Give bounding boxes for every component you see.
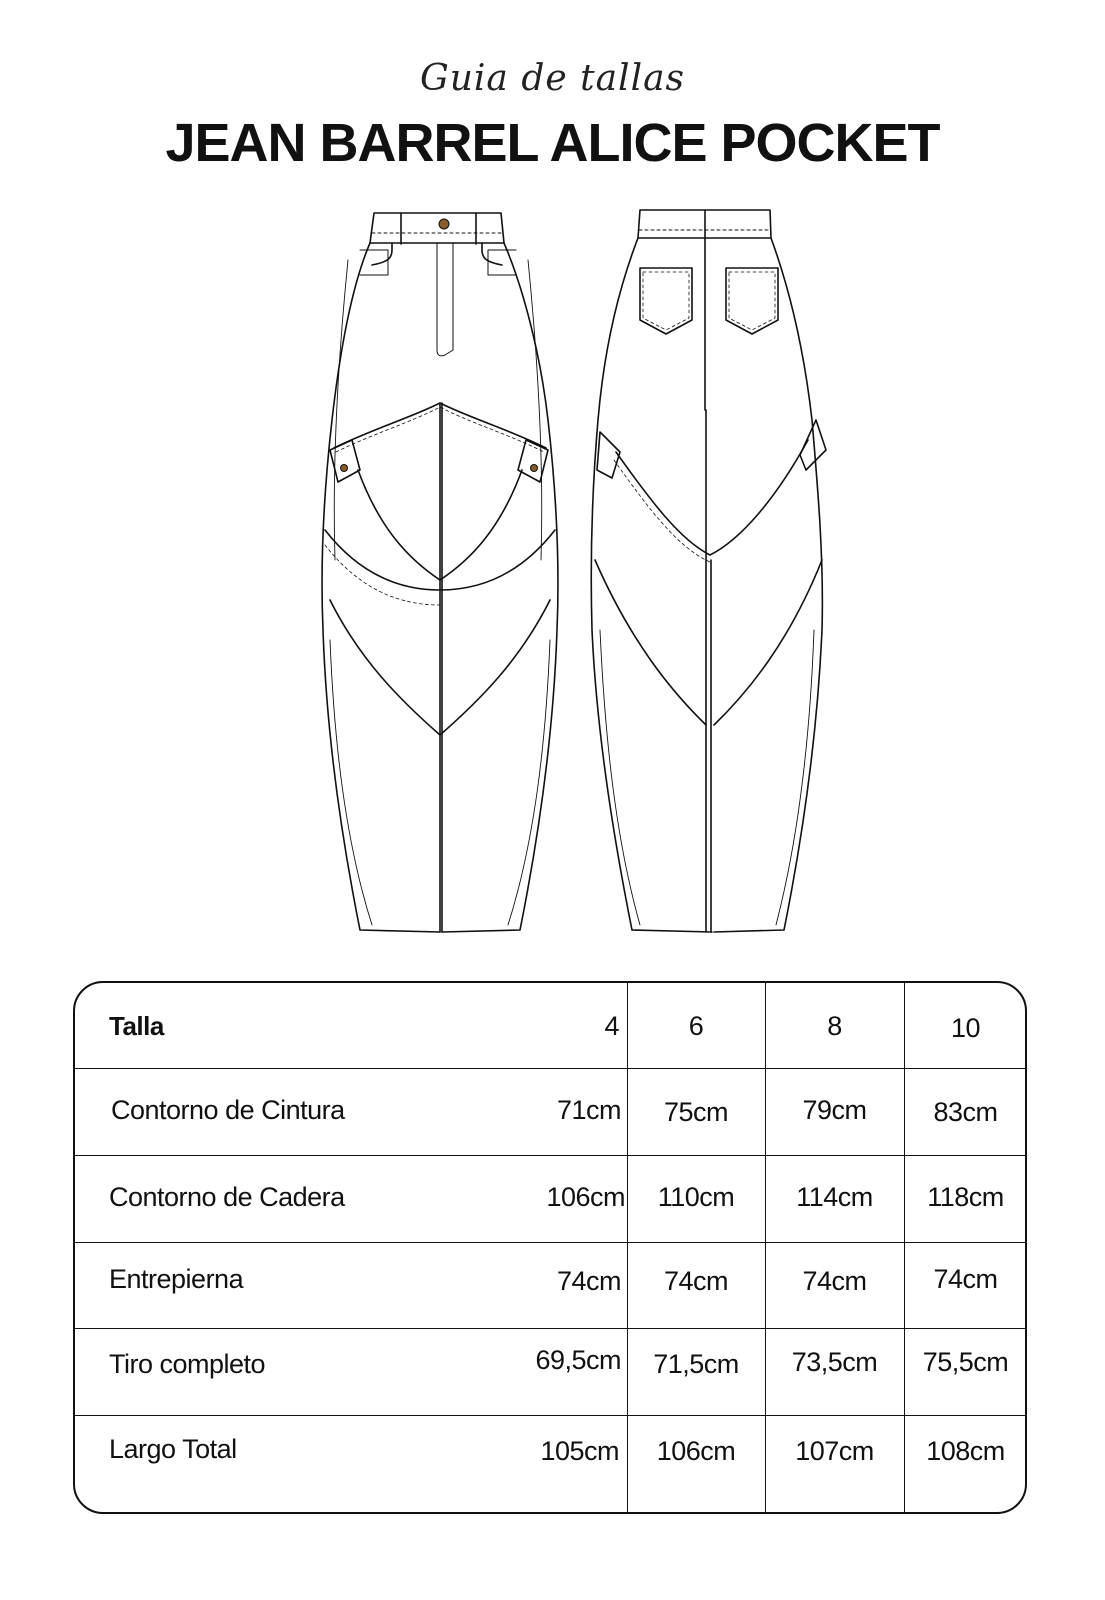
size-header-4: 4 — [604, 1011, 619, 1041]
cell-value: 75,5cm — [922, 1347, 1009, 1377]
cell-value: 71cm — [556, 1095, 621, 1125]
cell-value: 83cm — [933, 1097, 998, 1127]
cell-value: 69,5cm — [535, 1345, 621, 1375]
cell-value: 107cm — [795, 1436, 874, 1466]
cell-value: 74cm — [663, 1266, 729, 1296]
size-table — [73, 981, 1027, 1514]
right-rivet-icon — [531, 465, 538, 472]
row-divider — [75, 1242, 1025, 1243]
guide-subtitle: Guia de tallas — [419, 58, 686, 99]
cell-value: 75cm — [663, 1097, 729, 1127]
size-header-label: Talla — [109, 1011, 164, 1041]
cell-value: 110cm — [657, 1182, 735, 1212]
row-divider — [75, 1328, 1025, 1329]
row-divider — [75, 1415, 1025, 1416]
col-divider — [765, 983, 766, 1512]
cell-value: 74cm — [933, 1264, 998, 1294]
cell-value: 118cm — [927, 1182, 1004, 1212]
cell-value: 73,5cm — [791, 1347, 878, 1377]
cell-value: 74cm — [556, 1266, 621, 1296]
front-button-icon — [439, 219, 449, 229]
row-divider — [75, 1068, 1025, 1069]
cell-value: 114cm — [796, 1182, 873, 1212]
jeans-technical-drawing — [0, 195, 1105, 955]
row-label-largo: Largo Total — [109, 1434, 237, 1464]
row-label-cintura: Contorno de Cintura — [111, 1095, 345, 1125]
cell-value: 108cm — [926, 1436, 1005, 1466]
row-label-entrepierna: Entrepierna — [109, 1264, 244, 1294]
cell-value: 105cm — [540, 1436, 619, 1466]
size-header-10: 10 — [950, 1013, 981, 1043]
row-label-tiro: Tiro completo — [109, 1349, 266, 1379]
size-header-6: 6 — [688, 1011, 704, 1041]
cell-value: 71,5cm — [653, 1349, 739, 1379]
cell-value: 106cm — [546, 1182, 625, 1212]
product-title: JEAN BARREL ALICE POCKET — [165, 113, 940, 173]
back-view — [591, 210, 826, 932]
row-divider — [75, 1155, 1025, 1156]
cell-value: 79cm — [802, 1095, 867, 1125]
left-rivet-icon — [341, 465, 348, 472]
row-label-cadera: Contorno de Cadera — [109, 1182, 345, 1212]
size-header-8: 8 — [827, 1011, 842, 1041]
col-divider — [627, 983, 628, 1512]
front-view — [322, 213, 558, 932]
cell-value: 106cm — [656, 1436, 736, 1466]
cell-value: 74cm — [802, 1266, 867, 1296]
col-divider — [904, 983, 905, 1512]
